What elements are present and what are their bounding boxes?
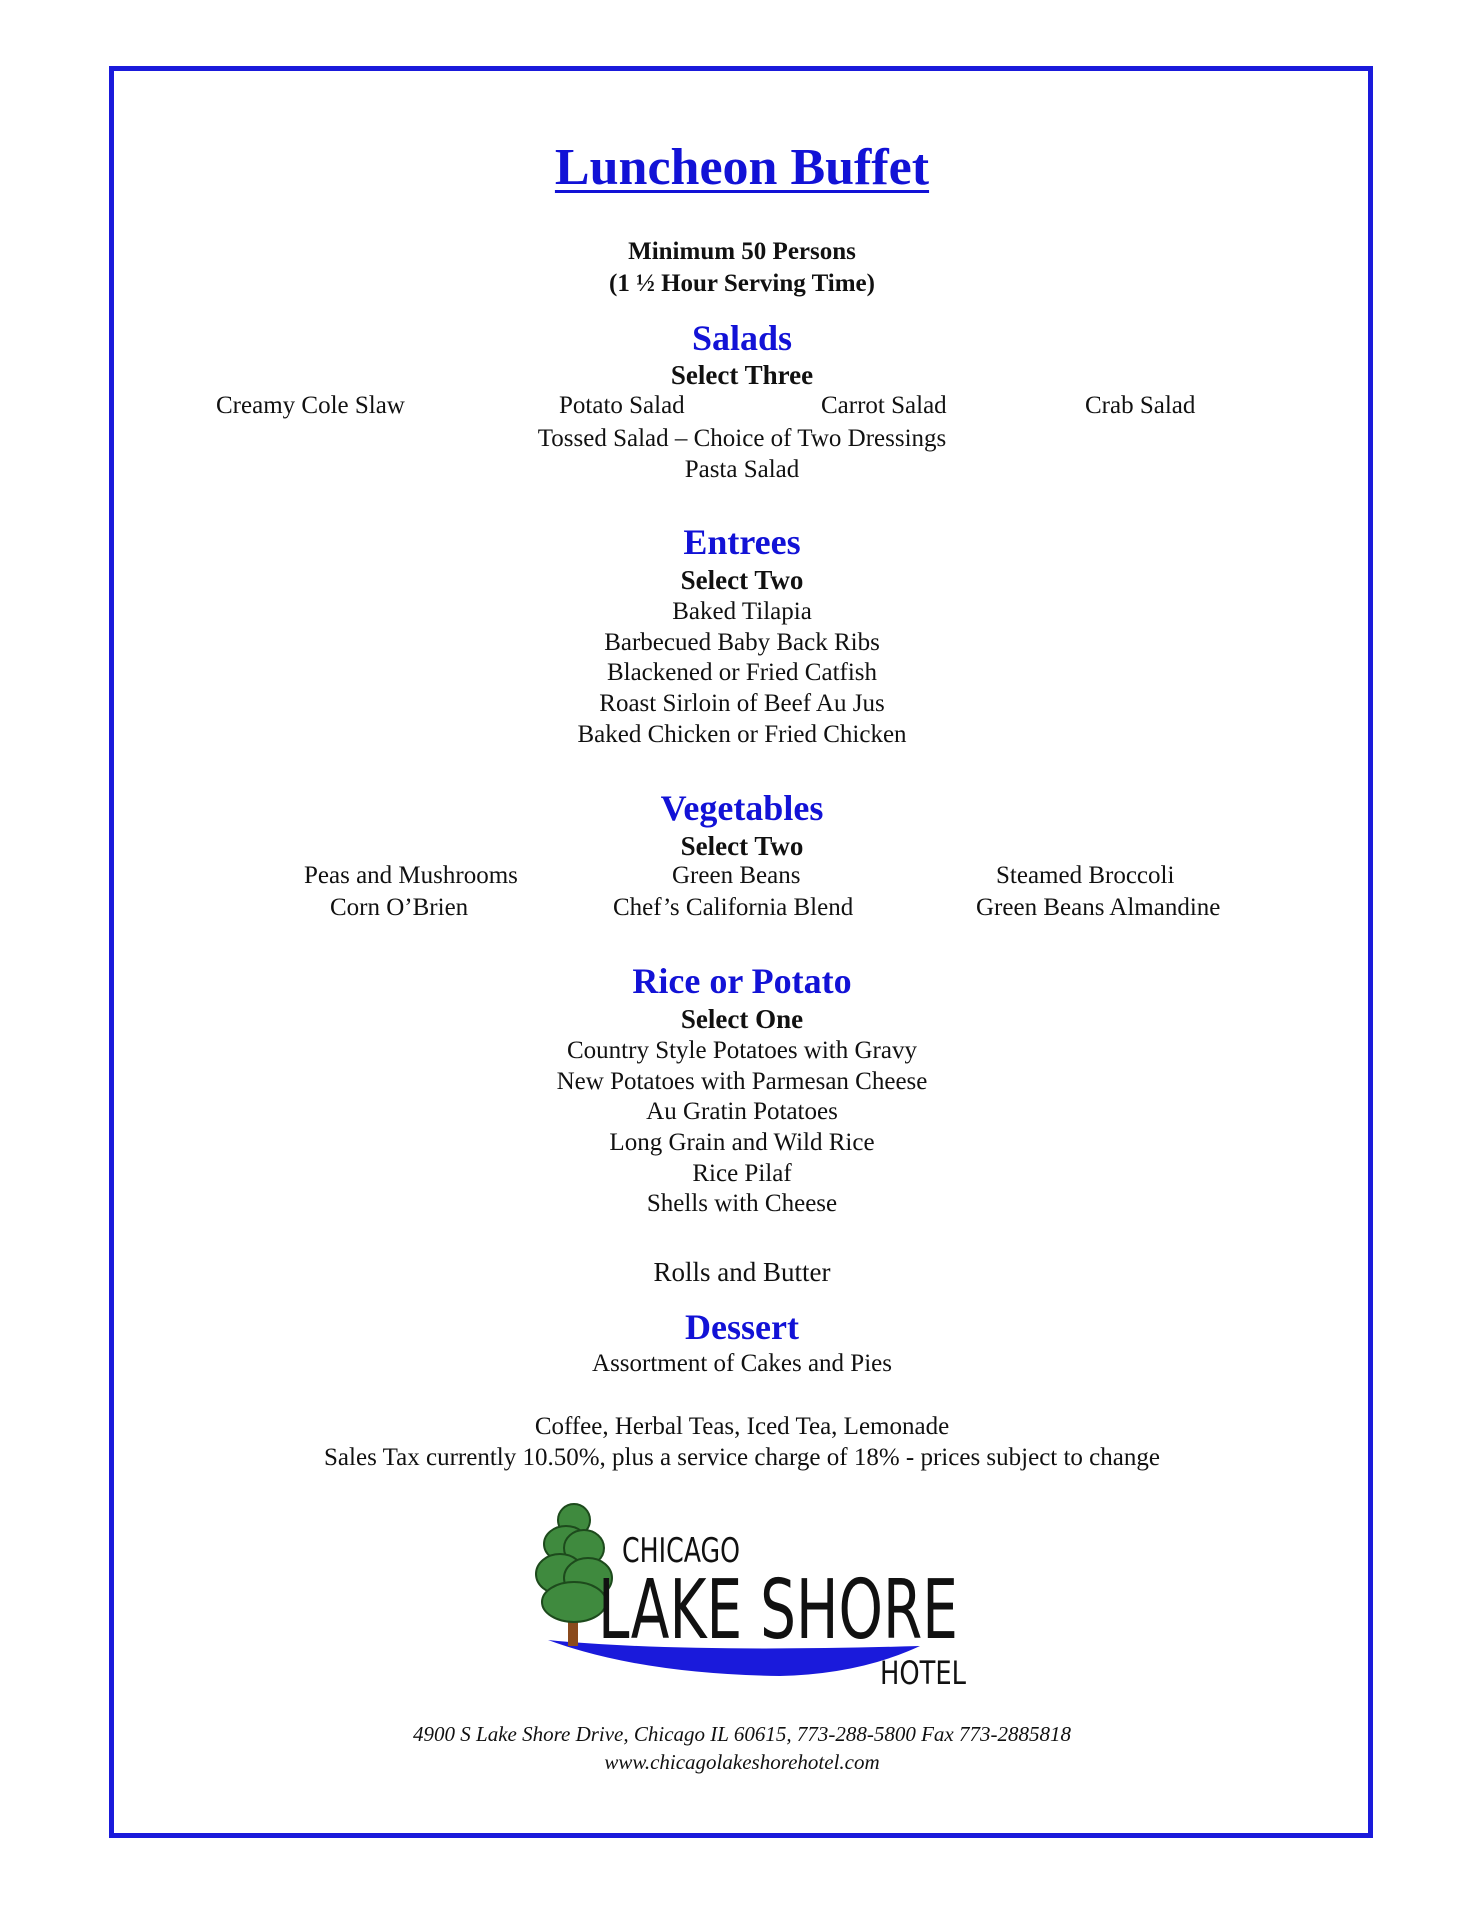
minimum-persons: Minimum 50 Persons	[628, 238, 856, 265]
serving-time: (1 ½ Hour Serving Time)	[609, 270, 875, 297]
entrees-heading: Entrees	[683, 522, 801, 562]
entree-item: Roast Sirloin of Beef Au Jus	[599, 690, 885, 717]
salad-item: Potato Salad	[559, 392, 685, 419]
vegetable-item: Steamed Broccoli	[996, 862, 1175, 889]
entree-item: Baked Tilapia	[672, 598, 812, 625]
tax-note: Sales Tax currently 10.50%, plus a service charge of 18% - prices subject to change	[324, 1444, 1160, 1471]
salad-item: Crab Salad	[1085, 392, 1196, 419]
rice-potato-item: Au Gratin Potatoes	[646, 1098, 838, 1125]
vegetable-item: Corn O’Brien	[330, 894, 469, 921]
logo-line-hotel: HOTEL	[880, 1654, 967, 1692]
salad-item: Tossed Salad – Choice of Two Dressings	[537, 425, 947, 452]
page-title: Luncheon Buffet	[554, 139, 930, 196]
dessert-heading: Dessert	[685, 1307, 799, 1347]
logo-line-chicago: CHICAGO	[622, 1531, 740, 1571]
vegetable-item: Peas and Mushrooms	[304, 862, 518, 889]
vegetable-item: Green Beans	[672, 862, 801, 889]
rice-potato-item: New Potatoes with Parmesan Cheese	[556, 1068, 928, 1095]
vegetables-select: Select Two	[680, 831, 804, 861]
rice-potato-item: Long Grain and Wild Rice	[609, 1129, 875, 1156]
vegetable-item: Green Beans Almandine	[976, 894, 1221, 921]
salads-select: Select Three	[670, 360, 814, 390]
rice-potato-item: Rice Pilaf	[692, 1160, 792, 1187]
salad-item: Carrot Salad	[821, 392, 947, 419]
entree-item: Barbecued Baby Back Ribs	[604, 629, 880, 656]
rice-potato-item: Shells with Cheese	[646, 1190, 838, 1217]
rolls-and-butter: Rolls and Butter	[653, 1257, 831, 1287]
hotel-website[interactable]: www.chicagolakeshorehotel.com	[604, 1750, 880, 1774]
vegetables-heading: Vegetables	[660, 788, 824, 828]
beverages: Coffee, Herbal Teas, Iced Tea, Lemonade	[534, 1413, 950, 1440]
logo-line-lakeshore: LAKE SHORE	[598, 1563, 958, 1658]
rice-potato-item: Country Style Potatoes with Gravy	[567, 1037, 917, 1064]
entree-item: Blackened or Fried Catfish	[606, 659, 878, 686]
hotel-address: 4900 S Lake Shore Drive, Chicago IL 60615, 773-288-5800 Fax 773-2885818	[413, 1722, 1071, 1746]
salads-heading: Salads	[691, 318, 793, 358]
entrees-select: Select Two	[680, 565, 804, 595]
logo-graphic	[530, 1498, 980, 1698]
entree-item: Baked Chicken or Fried Chicken	[577, 721, 907, 748]
dessert-item: Assortment of Cakes and Pies	[592, 1350, 892, 1377]
salad-item: Pasta Salad	[684, 456, 800, 483]
hotel-logo	[530, 1498, 980, 1698]
salad-item: Creamy Cole Slaw	[216, 392, 405, 419]
rice-potato-select: Select One	[680, 1004, 804, 1034]
rice-potato-heading: Rice or Potato	[632, 961, 852, 1001]
vegetable-item: Chef’s California Blend	[613, 894, 854, 921]
